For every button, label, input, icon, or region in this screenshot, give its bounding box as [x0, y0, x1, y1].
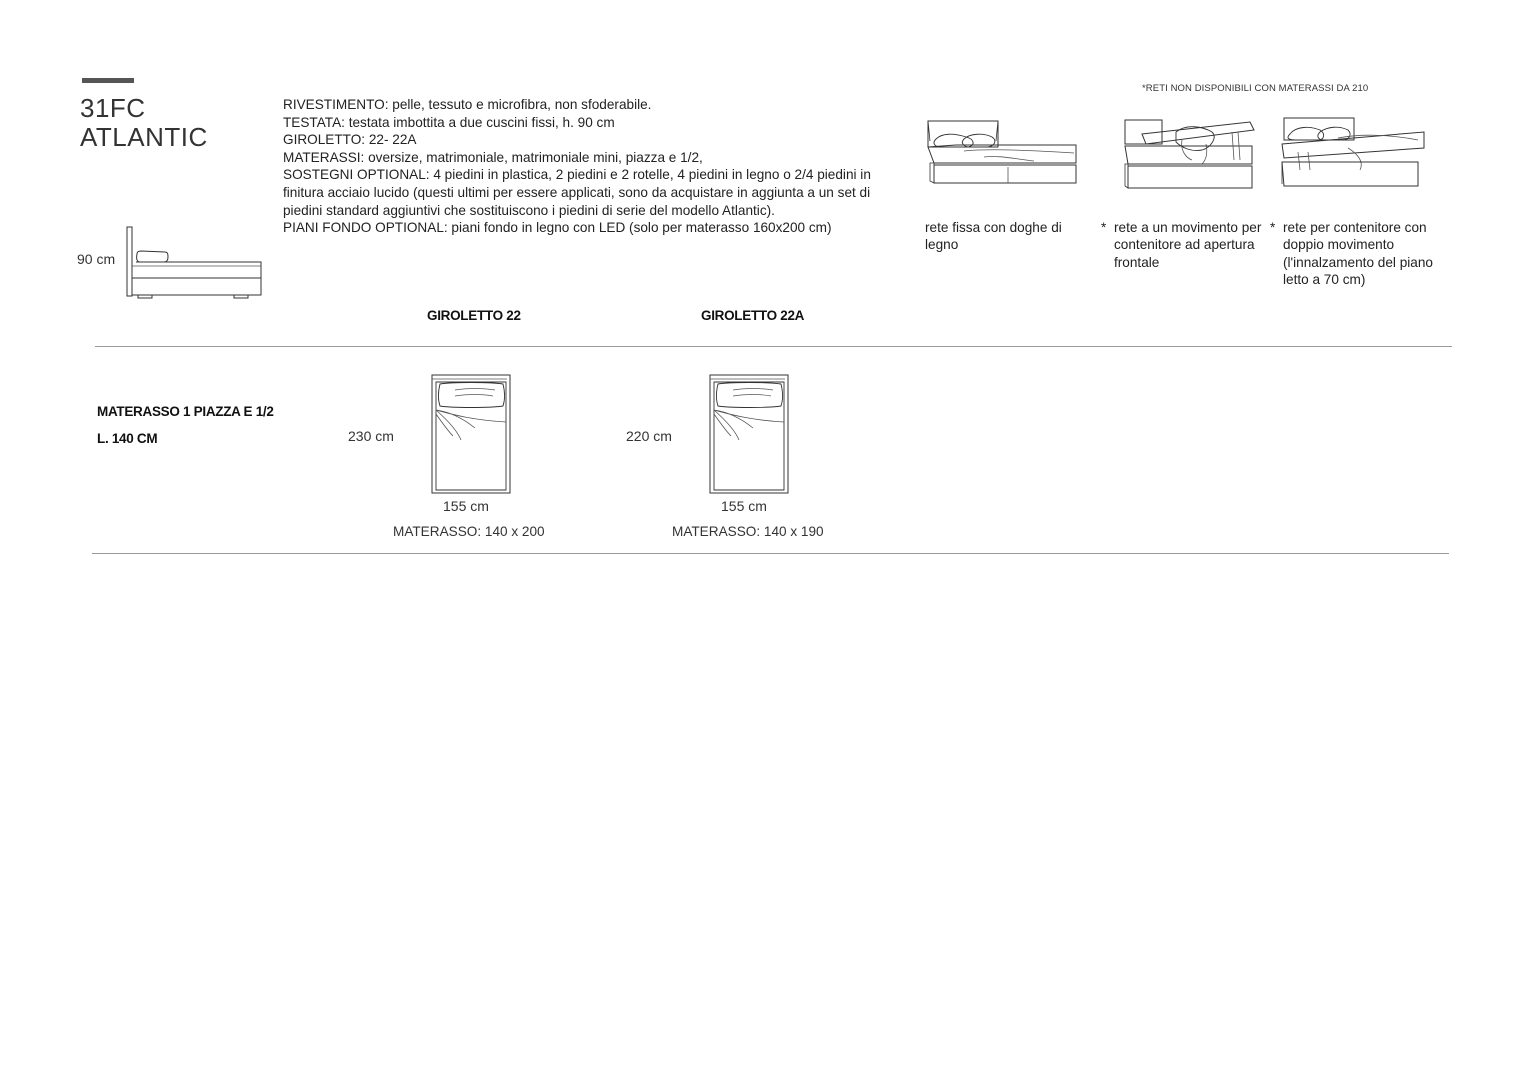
spec-line-mattress: MATERASSI: oversize, matrimoniale, matrimoniale mini, piazza e 1/2, [283, 149, 703, 165]
spec-line-supports: SOSTEGNI OPTIONAL: 4 piedini in plastica, 2 piedini e 2 rotelle, 4 piedini in legno o 2/4 piedini in finitura acciaio lucido (questi ultimi per essere applicati, sono da acquistare in aggiunta a un set di piedini standard aggiuntivi che sostituiscono i piedini di serie del modello Atlantic). [283, 167, 871, 218]
plan-width-22: 155 cm [443, 498, 489, 514]
mattress-size-22: MATERASSO: 140 x 200 [393, 524, 545, 539]
table-top-rule [95, 346, 1452, 347]
front-lift-base-drawing [1122, 114, 1258, 194]
mattress-size-22a: MATERASSO: 140 x 190 [672, 524, 824, 539]
accent-bar [82, 78, 134, 83]
model-code-block [80, 94, 208, 152]
row-title: MATERASSO 1 PIAZZA E 1/2 [97, 404, 274, 419]
spec-line-frame: GIROLETTO: 22- 22A [283, 132, 417, 148]
model-code: 31FC [80, 93, 146, 123]
bed-side-view-drawing [124, 224, 264, 300]
spec-line-bottom: PIANI FONDO OPTIONAL: piani fondo in legno con LED (solo per materasso 160x200 cm) [283, 220, 832, 236]
base-caption-double-lift-text: rete per contenitore con doppio movimento (l'innalzamento del piano letto a 70 cm) [1283, 220, 1433, 288]
base-caption-double-lift-star: * [1270, 220, 1276, 235]
model-name: ATLANTIC [80, 122, 208, 152]
bed-plan-22-drawing [431, 374, 511, 494]
plan-length-22: 230 cm [348, 428, 394, 444]
base-caption-front-lift [1101, 219, 1264, 271]
plan-width-22a: 155 cm [721, 498, 767, 514]
fixed-slat-base-drawing [924, 115, 1080, 191]
row-subtitle: L. 140 CM [97, 431, 158, 446]
spec-line-headboard: TESTATA: testata imbottita a due cuscini fissi, h. 90 cm [283, 114, 615, 130]
base-caption-front-lift-star: * [1101, 220, 1107, 235]
bases-note: *RETI NON DISPONIBILI CON MATERASSI DA 210 [1142, 83, 1369, 94]
spec-line-upholstery: RIVESTIMENTO: pelle, tessuto e microfibra, non sfoderabile. [283, 97, 652, 112]
base-caption-front-lift-text: rete a un movimento per contenitore ad apertura frontale [1114, 220, 1262, 270]
column-header-giroletto-22a: GIROLETTO 22A [701, 308, 805, 323]
table-bottom-rule [92, 553, 1449, 554]
base-caption-fixed-text: rete fissa con doghe di legno [925, 220, 1062, 253]
double-lift-base-drawing [1278, 112, 1428, 194]
column-header-giroletto-22: GIROLETTO 22 [427, 308, 521, 323]
plan-length-22a: 220 cm [626, 428, 672, 444]
spec-text [283, 96, 908, 237]
base-caption-double-lift [1270, 219, 1455, 289]
side-height-label: 90 cm [77, 251, 116, 267]
base-caption-fixed [925, 219, 1085, 254]
bed-plan-22a-drawing [709, 374, 789, 494]
